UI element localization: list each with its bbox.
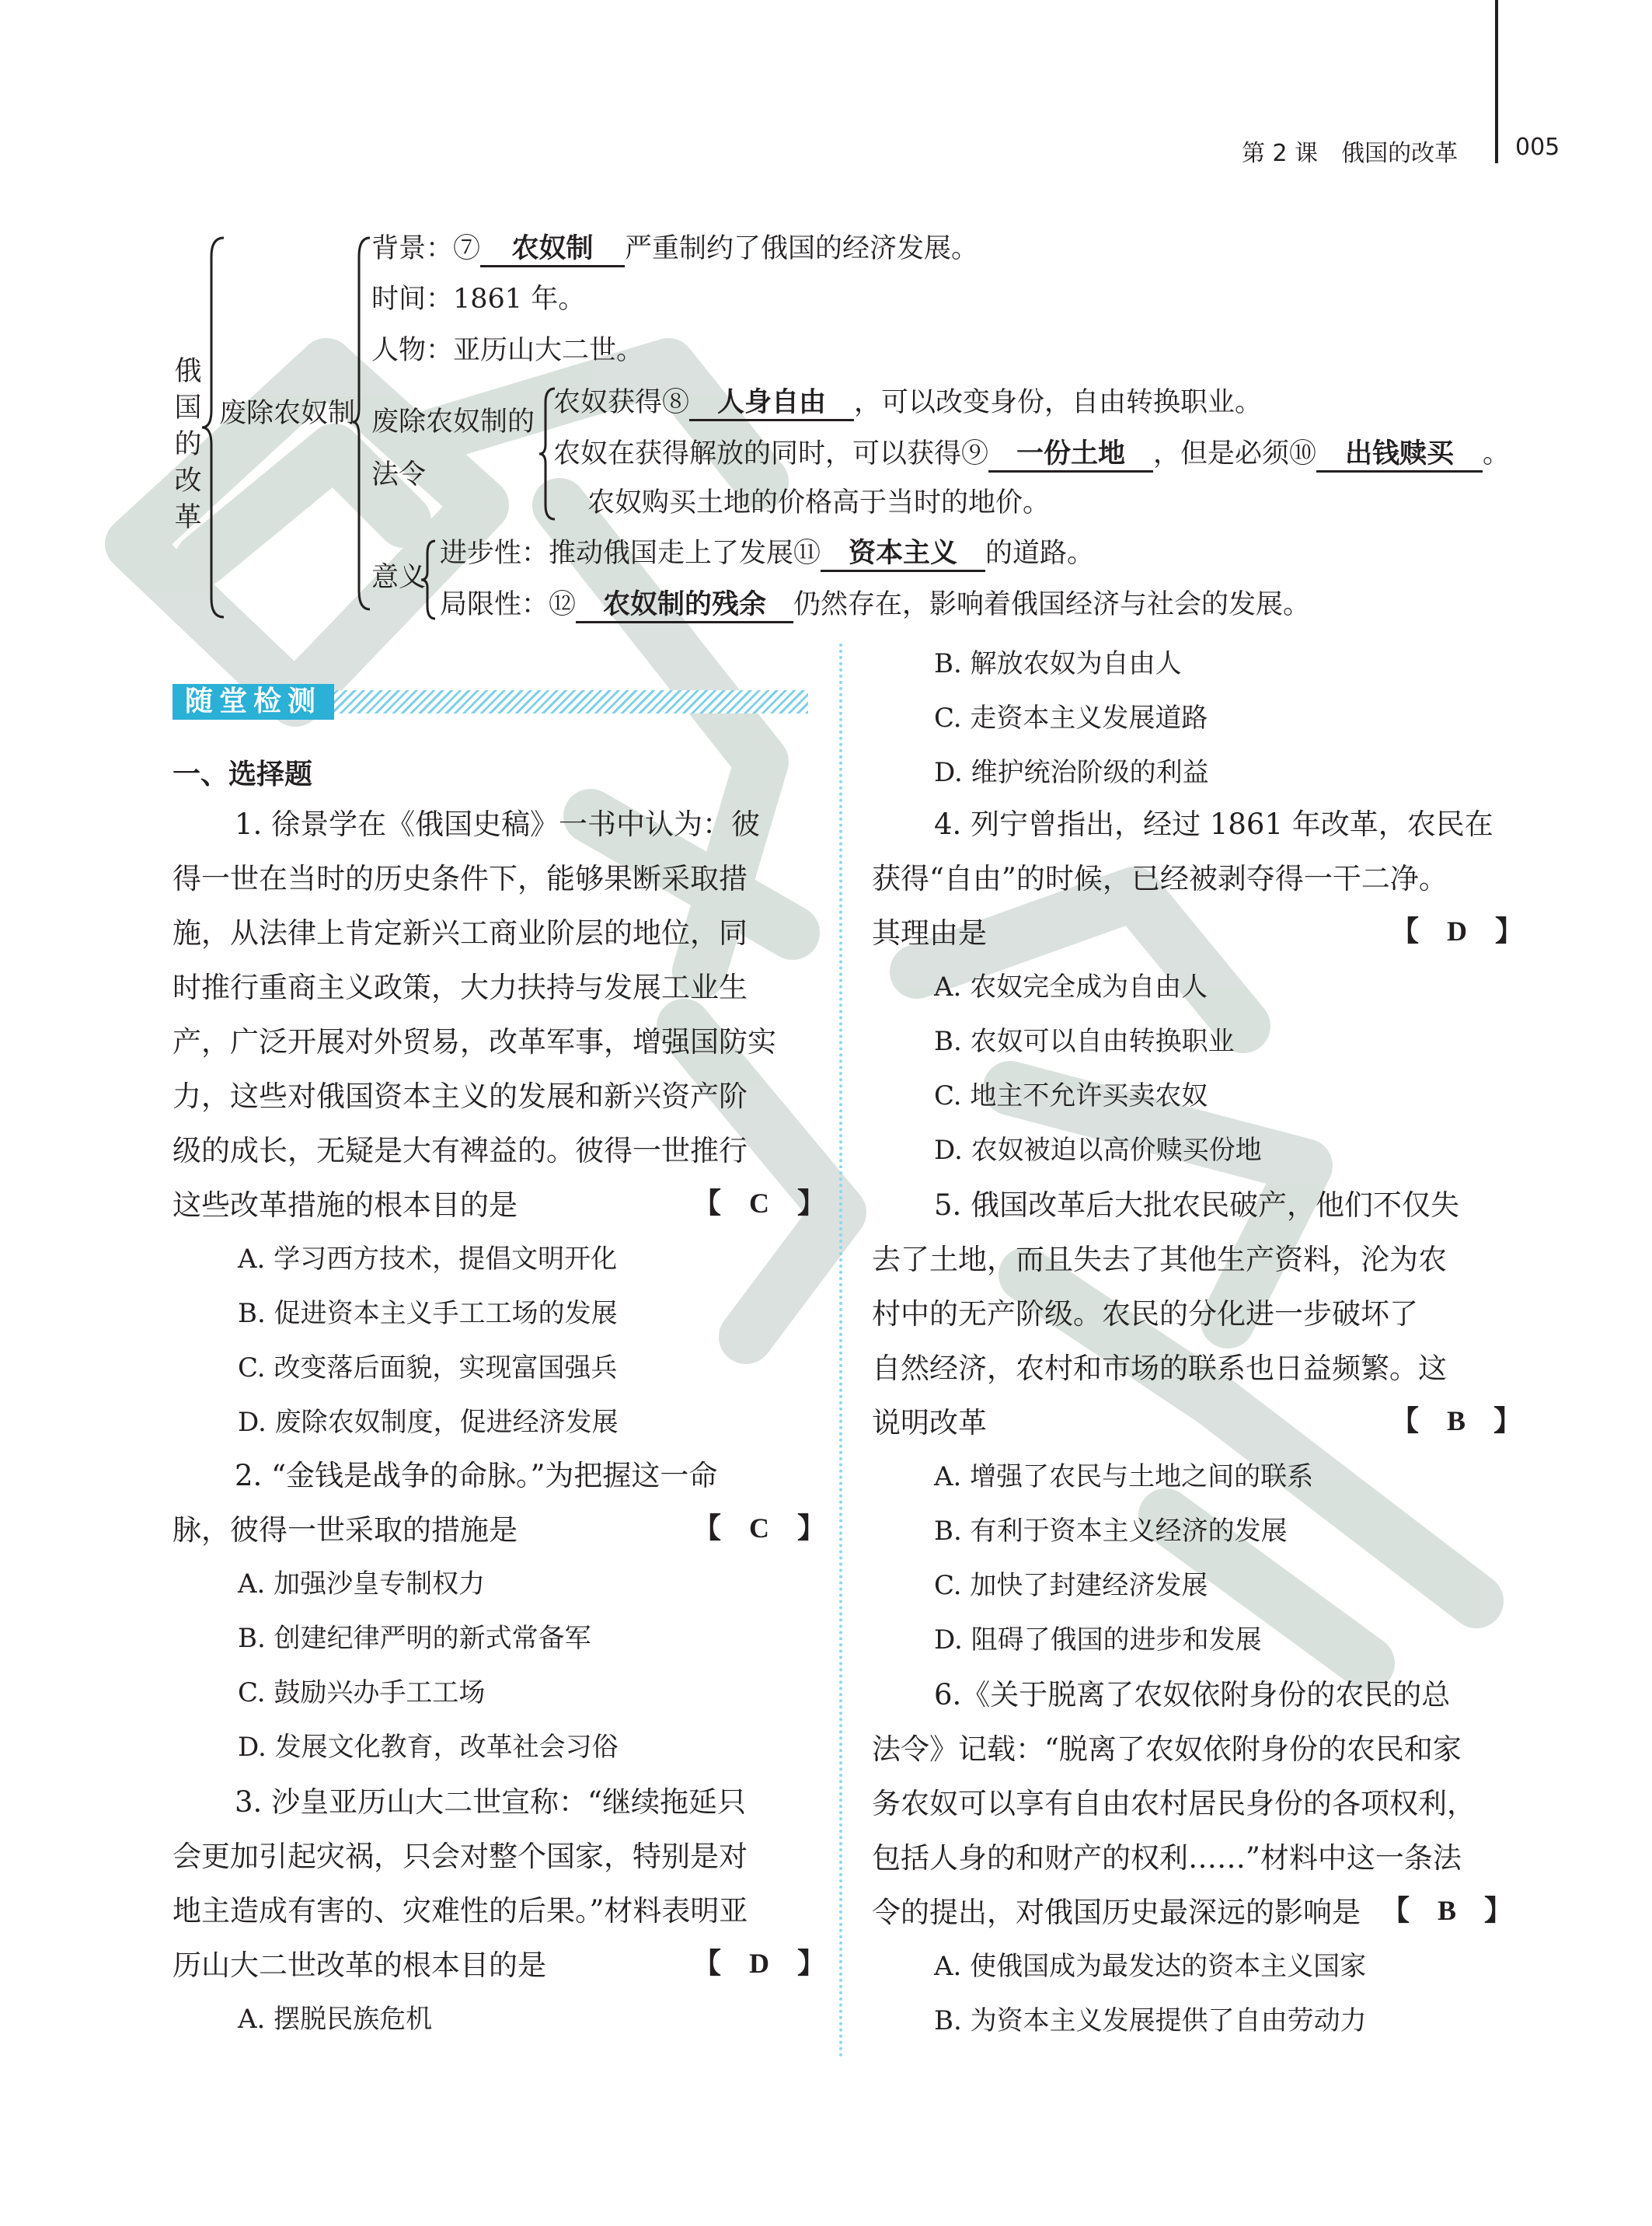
page-number: 005 <box>1515 134 1560 161</box>
section-heading: 一、选择题 <box>173 759 313 790</box>
outline-brace-meaning <box>420 536 438 623</box>
option-line: B. 解放农奴为自由人 <box>934 648 1182 679</box>
question-line: 2. “金钱是战争的命脉。”为把握这一命 <box>235 1459 718 1492</box>
option-line: C. 鼓励兴办手工工场 <box>238 1677 486 1708</box>
background-suffix: 严重制约了俄国的经济发展。 <box>625 233 979 264</box>
option-line: C. 走资本主义发展道路 <box>934 703 1208 734</box>
header-rule <box>1495 0 1498 163</box>
decree-2-middle: ，但是必须⑩ <box>1153 438 1317 469</box>
outline-decree-3: 农奴购买土地的价格高于当时的地价。 <box>587 487 1051 518</box>
option-line: D. 农奴被迫以高价赎买份地 <box>934 1135 1262 1166</box>
outline-limit <box>440 591 1310 623</box>
option-line: B. 有利于资本主义经济的发展 <box>934 1516 1288 1547</box>
question-line: 说明改革 <box>872 1406 987 1439</box>
banner-hatch <box>334 690 808 714</box>
decree-1-prefix: 农奴获得⑧ <box>553 387 690 418</box>
limit-prefix: 局限性：⑫ <box>440 589 577 620</box>
limit-suffix: 仍然存在，影响着俄国经济与社会的发展。 <box>793 589 1311 620</box>
answer-q5: 【 B 】 <box>1391 1405 1522 1436</box>
option-line: B. 为资本主义发展提供了自由劳动力 <box>934 2005 1367 2036</box>
outline-decree-1 <box>553 389 1262 421</box>
decree-label-line1: 废除农奴制的 <box>371 406 535 438</box>
outline-title-char: 改 <box>174 466 202 497</box>
question-line: 其理由是 <box>872 916 987 950</box>
answer-blank-11: 资本主义 <box>821 539 985 572</box>
answer-q6: 【 B 】 <box>1382 1895 1513 1926</box>
answer-blank-9: 一份土地 <box>988 440 1153 473</box>
answer-blank-7: 农奴制 <box>480 235 625 267</box>
question-line: 历山大二世改革的根本目的是 <box>173 1949 546 1982</box>
meaning-label: 意义 <box>371 562 427 593</box>
outline-title-char: 国 <box>174 393 202 424</box>
question-line: 这些改革措施的根本目的是 <box>173 1188 518 1222</box>
outline-background <box>371 235 978 267</box>
progress-suffix: 的道路。 <box>985 538 1095 569</box>
background-prefix: 背景：⑦ <box>371 233 481 264</box>
question-line: 4. 列宁曾指出，经过 1861 年改革，农民在 <box>934 808 1493 841</box>
question-line: 法令》记载：“脱离了农奴依附身份的农民和家 <box>872 1732 1462 1766</box>
option-line: D. 废除农奴制度，促进经济发展 <box>238 1407 619 1438</box>
answer-q1: 【 C 】 <box>693 1188 825 1219</box>
question-line: 力，这些对俄国资本主义的发展和新兴资产阶 <box>173 1080 748 1113</box>
question-line: 3. 沙皇亚历山大二世宣称：“继续拖延只 <box>235 1785 746 1819</box>
option-line: A. 增强了农民与土地之间的联系 <box>934 1461 1314 1492</box>
decree-1-suffix: ，可以改变身份，自由转换职业。 <box>854 387 1263 418</box>
question-line: 得一世在当时的历史条件下，能够果断采取措 <box>173 862 748 895</box>
decree-label-line2: 法令 <box>371 459 427 490</box>
outline-title-char: 俄 <box>174 356 202 387</box>
option-line: B. 促进资本主义手工工场的发展 <box>238 1298 618 1329</box>
option-line: C. 加快了封建经济发展 <box>934 1570 1208 1601</box>
outline-time: 时间：1861 年。 <box>371 284 586 315</box>
outline-title-char: 革 <box>174 502 202 533</box>
outline-branch-label: 废除农奴制 <box>219 398 356 429</box>
question-line: 6.《关于脱离了农奴依附身份的农民的总 <box>934 1678 1451 1711</box>
outline-title-char: 的 <box>174 429 202 460</box>
decree-2-suffix: 。 <box>1483 438 1511 469</box>
option-line: A. 学习西方技术，提倡文明开化 <box>238 1244 618 1275</box>
question-line: 去了土地，而且失去了其他生产资料，沦为农 <box>872 1243 1447 1276</box>
question-line: 施，从法律上肯定新兴工商业阶层的地位，同 <box>173 916 748 950</box>
question-line: 务农奴可以享有自由农村居民身份的各项权利， <box>872 1787 1476 1820</box>
question-line: 产，广泛开展对外贸易，改革军事，增强国防实 <box>173 1025 776 1059</box>
option-line: D. 发展文化教育，改革社会习俗 <box>238 1732 619 1763</box>
question-line: 时推行重商主义政策，大力扶持与发展工业生 <box>173 971 748 1004</box>
question-line: 地主造成有害的、灾难性的后果。”材料表明亚 <box>173 1894 748 1928</box>
column-divider <box>839 644 842 2058</box>
question-line: 1. 徐景学在《俄国史稿》一书中认为：彼 <box>235 808 761 841</box>
option-line: B. 农奴可以自由转换职业 <box>934 1026 1235 1057</box>
option-line: C. 地主不允许买卖农奴 <box>934 1080 1208 1111</box>
question-line: 获得“自由”的时候，已经被剥夺得一干二净。 <box>872 862 1448 895</box>
outline-progress <box>440 539 1094 572</box>
answer-q4: 【 D 】 <box>1391 916 1523 947</box>
answer-blank-10: 出钱赎买 <box>1316 440 1483 473</box>
option-line: D. 阻碍了俄国的进步和发展 <box>934 1624 1262 1656</box>
decree-2-prefix: 农奴在获得解放的同时，可以获得⑨ <box>553 438 989 469</box>
lesson-title: 第 2 课 俄国的改革 <box>1242 140 1459 167</box>
answer-blank-8: 人身自由 <box>689 389 854 421</box>
question-line: 村中的无产阶级。农民的分化进一步破坏了 <box>872 1297 1418 1331</box>
question-line: 包括人身的和财产的权利……”材料中这一条法 <box>872 1841 1462 1875</box>
option-line: A. 使俄国成为最发达的资本主义国家 <box>934 1951 1367 1982</box>
question-line: 级的成长，无疑是大有裨益的。彼得一世推行 <box>173 1134 748 1167</box>
option-line: A. 加强沙皇专制权力 <box>238 1568 486 1600</box>
option-line: D. 维护统治阶级的利益 <box>934 757 1209 788</box>
option-line: A. 农奴完全成为自由人 <box>934 972 1208 1003</box>
answer-q3: 【 D 】 <box>693 1948 825 1979</box>
answer-blank-12: 农奴制的残余 <box>576 591 793 623</box>
question-line: 会更加引起灾祸，只会对整个国家，特别是对 <box>173 1840 748 1873</box>
question-line: 5. 俄国改革后大批农民破产，他们不仅失 <box>934 1188 1460 1222</box>
section-banner: 随堂检测 <box>173 684 334 720</box>
progress-prefix: 进步性：推动俄国走上了发展⑪ <box>440 538 821 569</box>
option-line: B. 创建纪律严明的新式常备军 <box>238 1623 591 1654</box>
question-line: 脉，彼得一世采取的措施是 <box>173 1513 518 1547</box>
answer-q2: 【 C 】 <box>693 1512 825 1544</box>
outline-person: 人物：亚历山大二世。 <box>371 335 644 366</box>
option-line: C. 改变落后面貌，实现富国强兵 <box>238 1352 618 1383</box>
question-line: 令的提出，对俄国历史最深远的影响是 <box>872 1896 1361 1929</box>
option-line: A. 摆脱民族危机 <box>238 2004 433 2035</box>
outline-decree-2 <box>553 440 1510 473</box>
question-line: 自然经济，农村和市场的联系也日益频繁。这 <box>872 1352 1447 1385</box>
